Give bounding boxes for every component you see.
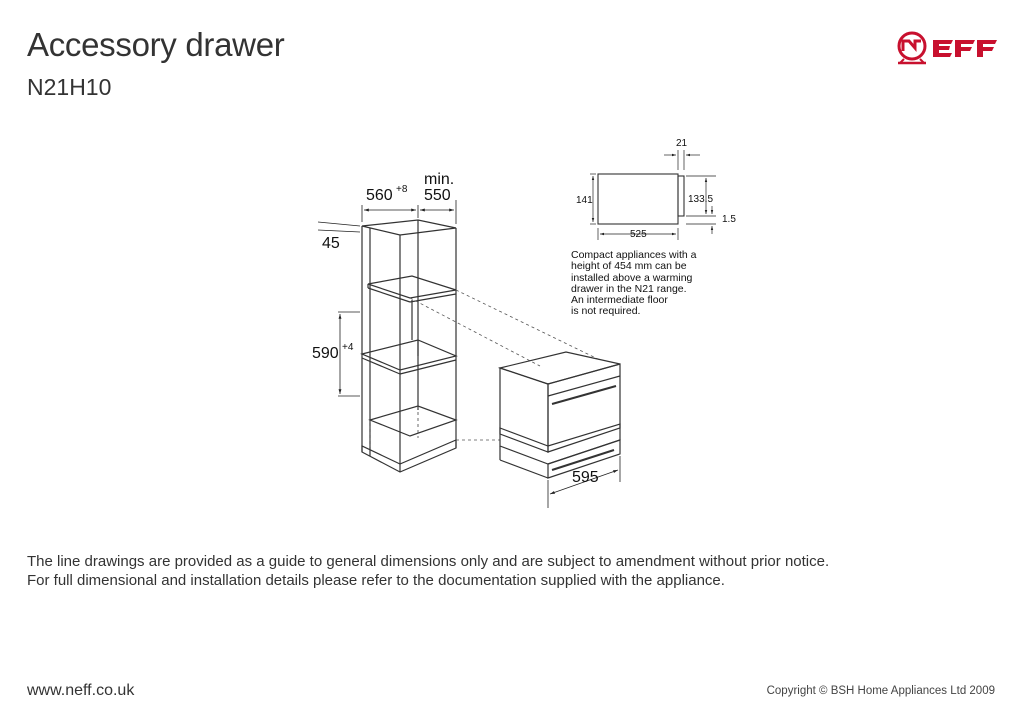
note-line: height of 454 mm can be [571, 260, 687, 273]
side-inner-height: 133.5 [688, 194, 714, 205]
side-view-drawing [598, 174, 684, 224]
appliance-drawing [500, 352, 620, 478]
disclaimer-line: The line drawings are provided as a guide to general dimensions only and are subject to amendment without prior notice. [27, 553, 830, 570]
installation-note [571, 250, 731, 318]
note-line: installed above a warming [571, 271, 693, 284]
cabinet-drawing [362, 220, 456, 472]
side-top-dim: 21 [676, 138, 688, 149]
niche-height: 590 [312, 345, 339, 362]
niche-tolerance: +4 [342, 342, 354, 353]
cabinet-depth: 550 [424, 187, 451, 204]
cabinet-width-tolerance: +8 [396, 184, 408, 195]
appliance-width: 595 [572, 469, 599, 486]
cabinet-depth-label: min. [424, 171, 455, 188]
disclaimer-line: For full dimensional and installation details please refer to the documentation supplied with the appliance. [27, 572, 725, 589]
side-depth: 525 [630, 229, 647, 240]
note-line: Compact appliances with a [571, 249, 697, 261]
side-height: 141 [576, 195, 593, 206]
cabinet-width: 560 [366, 187, 393, 204]
cabinet-top-offset: 45 [322, 235, 340, 252]
side-gap: 1.5 [722, 214, 736, 225]
model-number: N21H10 [27, 74, 112, 100]
copyright-text: Copyright © BSH Home Appliances Ltd 2009 [766, 685, 995, 697]
note-line: An intermediate floor [571, 294, 668, 307]
website-link[interactable]: www.neff.co.uk [27, 682, 135, 699]
note-line: drawer in the N21 range. [571, 282, 687, 295]
note-line: is not required. [571, 305, 641, 318]
page-title: Accessory drawer [27, 26, 285, 63]
disclaimer [27, 552, 829, 590]
